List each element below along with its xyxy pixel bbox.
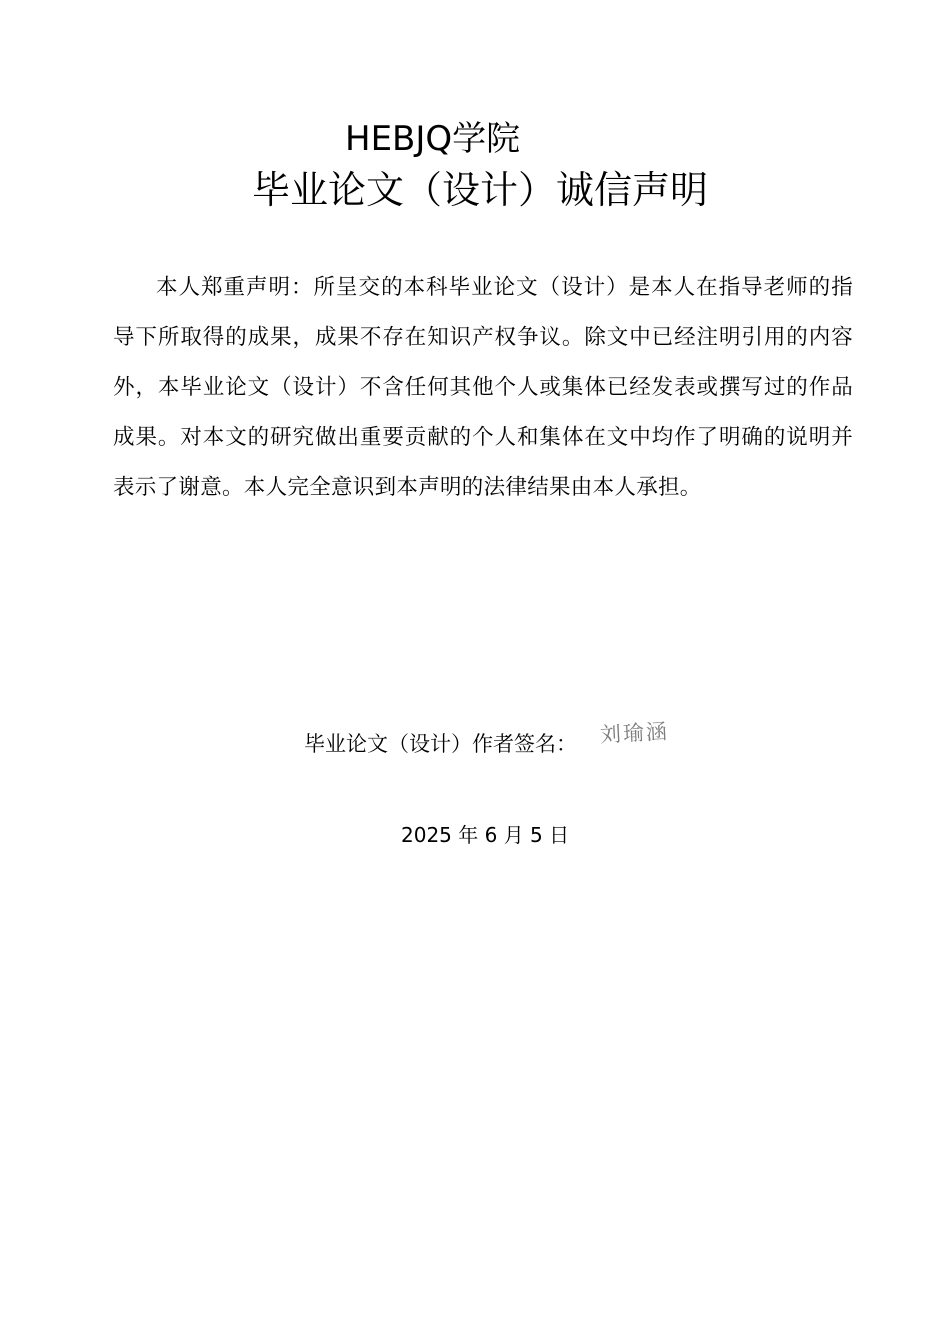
signature-row [304,720,724,770]
declaration-text: 本人郑重声明：所呈交的本科毕业论文（设计）是本人在指导老师的指导下所取得的成果，成果不存在知识产权争议。除文中已经注明引用的内容外，本毕业论文（设计）不含任何其他个人或集体已经发表或撰写过的作品成果。对本文的研究做出重要贡献的个人和集体在文中均作了明确的说明并表示了谢意。本人完全意识到本声明的法律结果由本人承担。 [113,275,853,500]
signature-label: 毕业论文（设计）作者签名： [304,732,577,756]
document-title: 毕业论文（设计）诚信声明 [252,168,709,212]
signature-name: 刘瑜涵 [599,719,670,747]
institution-name: HEBJQ学院 [345,119,521,159]
handwritten-signature [600,720,690,752]
signature-date: 2025 年 6 月 5 日 [401,823,570,847]
